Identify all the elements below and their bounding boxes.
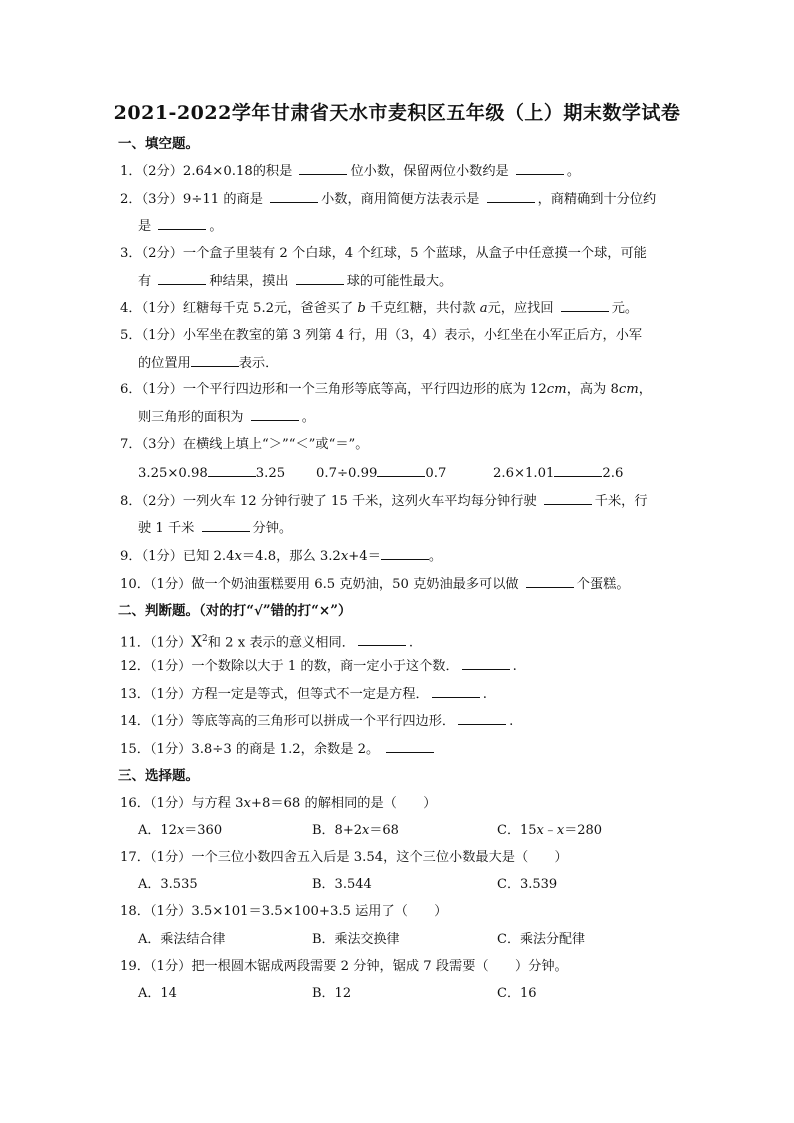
option-a[interactable]: A．3.535	[138, 877, 198, 892]
option-b[interactable]: B．8+2x＝68	[312, 823, 399, 838]
answer-blank[interactable]	[526, 575, 574, 588]
question-14: 14．（1分）等底等高的三角形可以拼成一个平行四边形． .	[120, 714, 514, 729]
answer-blank[interactable]	[462, 657, 510, 670]
option-c[interactable]: C．乘法分配律	[497, 932, 585, 947]
question-1: 1．（2分）2.64×0.18的积是 位小数，保留两位小数约是 。	[120, 164, 581, 179]
question-7-part-3: 2.6×1.01 2.6	[493, 466, 624, 481]
answer-blank[interactable]	[554, 464, 602, 477]
question-12: 12．（1分）一个数除以大于 1 的数，商一定小于这个数． .	[120, 659, 517, 674]
answer-blank[interactable]	[208, 464, 256, 477]
section-fill-in-heading: 一、填空题。	[118, 136, 199, 152]
answer-blank[interactable]	[299, 162, 347, 175]
question-18: 18．（1分）3.5×101＝3.5×100+3.5 运用了（ ）	[120, 904, 448, 919]
question-2-cont: 是 。	[138, 219, 223, 234]
question-16: 16．（1分）与方程 3x+8＝68 的解相同的是（ ）	[120, 796, 437, 811]
answer-blank[interactable]	[561, 299, 609, 312]
question-3-cont: 有 种结果，摸出 球的可能性最大。	[138, 274, 453, 289]
answer-blank[interactable]	[386, 740, 434, 753]
question-7-part-1: 3.25×0.98 3.25	[138, 466, 286, 481]
question-13: 13．（1分）方程一定是等式，但等式不一定是方程． .	[120, 687, 487, 702]
question-11: 11．（1分）$X^2$和 2 x 表示的意义相同． .	[120, 632, 414, 651]
option-a[interactable]: A．14	[138, 986, 177, 1001]
question-3: 3．（2分）一个盒子里装有 2 个白球，4 个红球，5 个蓝球，从盒子中任意摸一个球，可能	[120, 246, 647, 261]
question-10: 10．（1分）做一个奶油蛋糕要用 6.5 克奶油，50 克奶油最多可以做 个蛋糕。	[120, 577, 630, 592]
question-9: 9．（1分）已知 2.4x＝4.8，那么 3.2x+4＝ 。	[120, 549, 443, 564]
question-2: 2．（3分）9÷11 的商是 小数，商用简便方法表示是 ，商精确到十分位约	[120, 192, 657, 207]
section-multiple-choice-heading: 三、选择题。	[118, 768, 199, 784]
question-15: 15．（1分）3.8÷3 的商是 1.2，余数是 2。	[120, 740, 437, 759]
answer-blank[interactable]	[544, 492, 592, 505]
option-b[interactable]: B．乘法交换律	[312, 932, 400, 947]
answer-blank[interactable]	[487, 190, 535, 203]
question-4: 4．（1分）红糖每千克 5.2元，爸爸买了 b 千克红糖，共付款 a元，应找回 元。	[120, 301, 639, 316]
question-6: 6．（1分）一个平行四边形和一个三角形等底等高，平行四边形的底为 12cm，高为 8cm，	[120, 382, 652, 397]
answer-blank[interactable]	[158, 272, 206, 285]
option-b[interactable]: B．3.544	[312, 877, 372, 892]
option-c[interactable]: C．3.539	[497, 877, 558, 892]
question-8: 8．（2分）一列火车 12 分钟行驶了 15 千米，这列火车平均每分钟行驶 千米，行	[120, 494, 648, 509]
answer-blank[interactable]	[270, 190, 318, 203]
answer-blank[interactable]	[377, 464, 425, 477]
answer-blank[interactable]	[296, 272, 344, 285]
option-a[interactable]: A．乘法结合律	[138, 932, 226, 947]
question-6-cont: 则三角形的面积为 。	[138, 410, 315, 425]
section-true-false-heading: 二、判断题。（对的打“√”错的打“×”）	[118, 603, 352, 619]
answer-blank[interactable]	[381, 547, 429, 560]
answer-blank[interactable]	[516, 162, 564, 175]
answer-blank[interactable]	[202, 519, 250, 532]
option-a[interactable]: A．12x＝360	[138, 823, 223, 838]
answer-blank[interactable]	[251, 408, 299, 421]
answer-blank[interactable]	[458, 712, 506, 725]
option-c[interactable]: C．16	[497, 986, 537, 1001]
question-17: 17．（1分）一个三位小数四舍五入后是 3.54，这个三位小数最大是（ ）	[120, 850, 568, 865]
answer-blank[interactable]	[158, 217, 206, 230]
answer-blank[interactable]	[358, 633, 406, 646]
question-19: 19．（1分）把一根圆木锯成两段需要 2 分钟，锯成 7 段需要（ ）分钟。	[120, 959, 568, 974]
page-title: 2021-2022学年甘肃省天水市麦积区五年级（上）期末数学试卷	[113, 102, 681, 124]
question-8-cont: 驶 1 千米 分钟。	[138, 521, 293, 536]
answer-blank[interactable]	[432, 685, 480, 698]
question-7: 7．（3分）在横线上填上“＞”“＜”或“＝”。	[120, 437, 369, 452]
question-5: 5．（1分）小军坐在教室的第 3 列第 4 行，用（3，4）表示，小红坐在小军正后方，小军	[120, 328, 643, 343]
answer-blank[interactable]	[191, 354, 239, 367]
question-5-cont: 的位置用 表示．	[138, 356, 279, 371]
option-c[interactable]: C．15x﹣x＝280	[497, 823, 603, 838]
option-b[interactable]: B．12	[312, 986, 352, 1001]
question-7-part-2: 0.7÷0.99 0.7	[316, 466, 447, 481]
